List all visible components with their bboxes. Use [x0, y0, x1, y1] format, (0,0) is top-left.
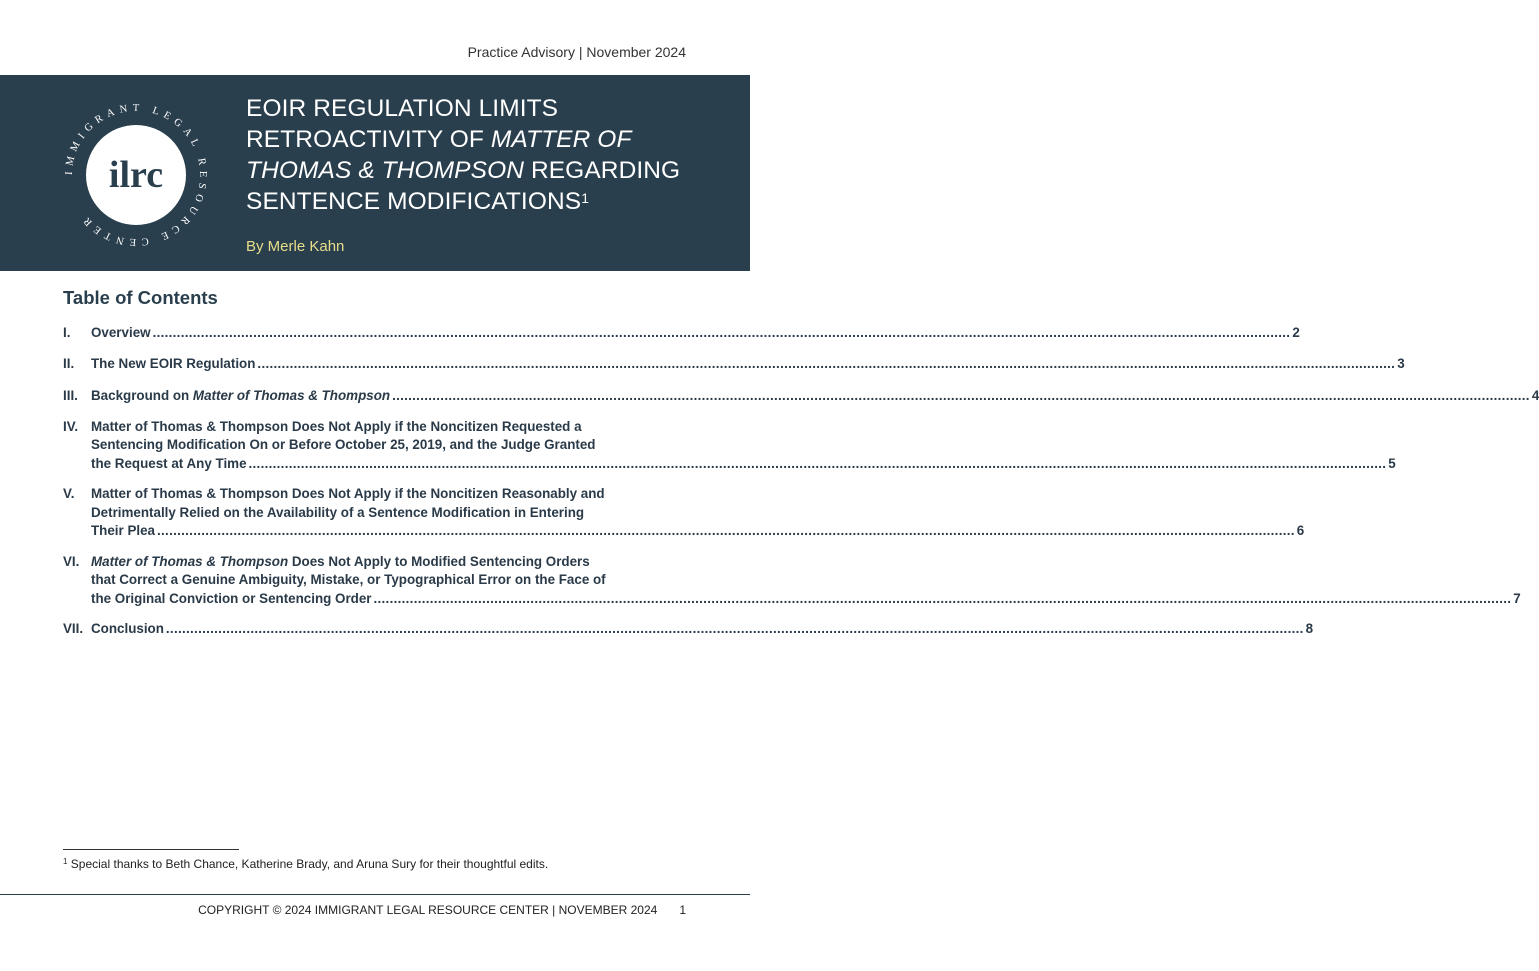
toc-page-number: 3: [1397, 355, 1405, 371]
toc-entry-label: Their Plea: [91, 523, 156, 538]
toc-page-number: 7: [1513, 590, 1521, 606]
logo-ring-text: IMMIGRANT LEGAL RESOURCE CENTER: [63, 102, 209, 248]
toc-entry-label: Conclusion: [91, 621, 164, 636]
page-footer: [198, 903, 686, 917]
toc-leader-dots: [249, 455, 1387, 474]
document-title: EOIR REGULATION LIMITS RETROACTIVITY OF MATTER OF THOMAS & THOMPSON REGARDING SENTENCE MODIFICATIONS$^1$: [246, 95, 681, 215]
toc-entry-number: IV.: [63, 418, 79, 434]
toc-entry[interactable]: [63, 553, 1521, 609]
toc-entry-number: III.: [63, 388, 78, 403]
toc-page-number: 8: [1305, 621, 1314, 636]
toc-entry-label: Background on Matter of Thomas & Thompson: [91, 388, 391, 403]
author-byline: By Merle Kahn: [246, 238, 345, 255]
toc-entry-number: V.: [63, 486, 75, 501]
toc-page-number: 2: [1292, 325, 1300, 340]
copyright-text: COPYRIGHT © 2024 IMMIGRANT LEGAL RESOURCE CENTER | NOVEMBER 2024: [198, 903, 658, 917]
toc-page-number: 6: [1296, 523, 1305, 538]
toc-entry[interactable]: [63, 355, 1405, 374]
toc-entry[interactable]: [63, 485, 1305, 541]
toc-entry-number: II.: [63, 355, 75, 371]
toc-entry-number: VII.: [63, 621, 84, 636]
toc-entry-label: the Request at Any Time: [91, 455, 247, 471]
practice-advisory-label: Practice Advisory | November 2024: [467, 44, 686, 60]
toc-entry-label: Matter of Thomas & Thompson Does Not Apply if the Noncitizen Requested a: [91, 418, 582, 434]
toc-entry-label: Matter of Thomas & Thompson Does Not Apply to Modified Sentencing Orders: [91, 553, 590, 569]
toc-leader-dots: [374, 590, 1512, 609]
toc-entry-label: the Original Conviction or Sentencing Order: [91, 590, 372, 606]
toc-leader-dots: [392, 387, 1530, 406]
toc-entry-label: Sentencing Modification On or Before October 25, 2019, and the Judge Granted: [91, 437, 596, 452]
ilrc-logo: [56, 95, 216, 255]
footnote-divider: [63, 849, 239, 850]
title-banner: [0, 75, 750, 271]
toc-entry-number: VI.: [63, 553, 80, 569]
toc-entry[interactable]: [63, 620, 1314, 639]
toc-leader-dots: [166, 620, 1304, 639]
toc-entry-label: Overview: [91, 325, 151, 340]
toc-leader-dots: [257, 355, 1395, 374]
toc-entry-label: Detrimentally Relied on the Availability of a Sentence Modification in Entering: [91, 504, 585, 520]
footnote: $^1$ Special thanks to Beth Chance, Katherine Brady, and Aruna Sury for their thoughtful edits.: [63, 857, 549, 871]
page-number: 1: [679, 903, 686, 917]
toc-entry[interactable]: [63, 418, 1396, 474]
footer-divider: [0, 894, 750, 895]
toc-entry-label: Matter of Thomas & Thompson Does Not Apply if the Noncitizen Reasonably and: [91, 486, 605, 501]
toc-entry-label: The New EOIR Regulation: [91, 355, 256, 371]
toc-leader-dots: [157, 522, 1295, 541]
toc-page-number: 4: [1531, 388, 1539, 403]
toc-heading: Table of Contents: [63, 287, 218, 308]
toc-leader-dots: [153, 324, 1291, 343]
toc-entry[interactable]: [63, 387, 1539, 406]
toc-entry-label: that Correct a Genuine Ambiguity, Mistake, or Typographical Error on the Face of: [91, 572, 606, 587]
toc-entry-number: I.: [63, 325, 71, 340]
toc-page-number: 5: [1388, 455, 1396, 471]
table-of-contents: [63, 324, 1539, 639]
logo-wordmark: ilrc: [108, 154, 164, 196]
toc-entry[interactable]: [63, 324, 1300, 343]
